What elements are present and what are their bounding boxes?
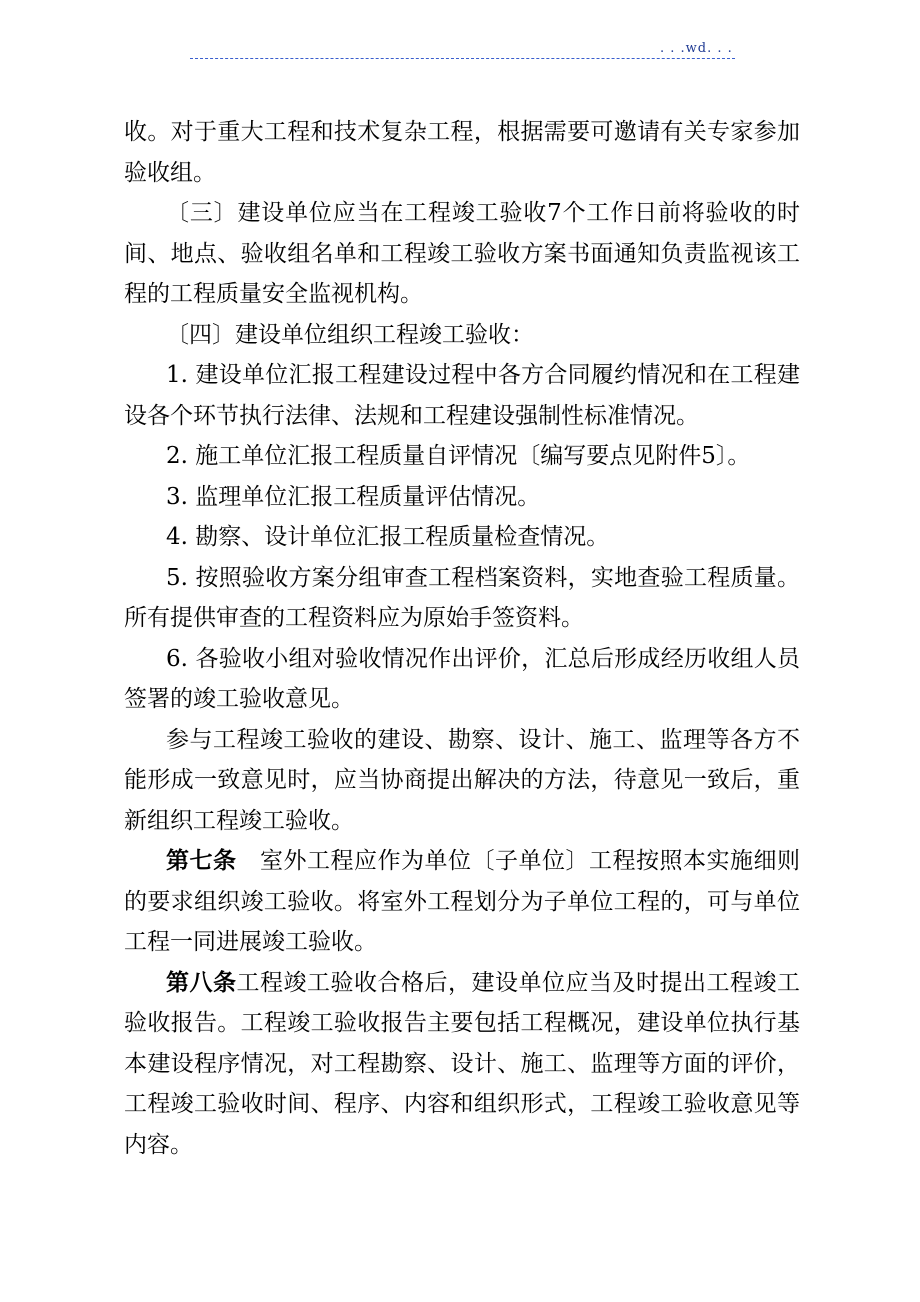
list-item-5 bbox=[124, 558, 800, 639]
header-dashed-rule bbox=[190, 58, 735, 59]
paragraph-text: 6. 各验收小组对验收情况作出评价，汇总后形成经历收组人员签署的竣工验收意见。 bbox=[124, 645, 800, 712]
article-7 bbox=[124, 841, 800, 963]
paragraph-text: 〔三〕建设单位应当在工程竣工验收7个工作日前将验收的时间、地点、验收组名单和工程竣工验收方案书面通知负责监视该工程的工程质量安全监视机构。 bbox=[124, 200, 800, 307]
paragraph-text: 工程竣工验收合格后，建设单位应当及时提出工程竣工验收报告。工程竣工验收报告主要包括工程概况，建设单位执行基本建设程序情况，对工程勘察、设计、施工、监理等方面的评价，工程竣工验收时间、程序、内容和组织形式，工程竣工验收意见等内容。 bbox=[124, 969, 800, 1158]
paragraph-text: 5. 按照验收方案分组审查工程档案资料，实地查验工程质量。所有提供审查的工程资料应为原始手签资料。 bbox=[124, 564, 800, 631]
list-item-6 bbox=[124, 639, 800, 720]
paragraph-text: 1. 建设单位汇报工程建设过程中各方合同履约情况和在工程建设各个环节执行法律、法规和工程建设强制性标准情况。 bbox=[124, 362, 800, 429]
article-8 bbox=[124, 963, 800, 1166]
paragraph-text: 3. 监理单位汇报工程质量评估情况。 bbox=[166, 483, 541, 510]
list-item-1 bbox=[124, 355, 800, 436]
list-item-2 bbox=[124, 436, 800, 477]
paragraph-text: 2. 施工单位汇报工程质量自评情况〔编写要点见附件5〕。 bbox=[166, 443, 751, 469]
paragraph-text: 4. 勘察、设计单位汇报工程质量检查情况。 bbox=[166, 524, 610, 550]
paragraph-text: 参与工程竣工验收的建设、勘察、设计、施工、监理等各方不能形成一致意见时，应当协商提出解决的方法，待意见一致后，重新组织工程竣工验收。 bbox=[124, 726, 800, 834]
list-item-4 bbox=[124, 517, 800, 558]
paragraph-text: 〔四〕建设单位组织工程竣工验收： bbox=[166, 321, 534, 348]
document-body bbox=[124, 112, 800, 1165]
paragraph-text: 收。对于重大工程和技术复杂工程，根据需要可邀请有关专家参加验收组。 bbox=[124, 119, 800, 186]
paragraph-item-4 bbox=[124, 315, 800, 356]
paragraph-continuation bbox=[124, 112, 800, 193]
paragraph-item-3 bbox=[124, 193, 800, 315]
paragraph-text: 室外工程应作为单位〔子单位〕工程按照本实施细则的要求组织竣工验收。将室外工程划分为子单位工程的，可与单位工程一同进展竣工验收。 bbox=[124, 848, 800, 955]
list-item-3 bbox=[124, 477, 800, 518]
header-mark: . . .wd. . . bbox=[660, 41, 733, 56]
article-heading: 第八条 bbox=[166, 968, 237, 996]
paragraph-disagreement bbox=[124, 720, 800, 842]
article-heading: 第七条 bbox=[166, 847, 237, 874]
